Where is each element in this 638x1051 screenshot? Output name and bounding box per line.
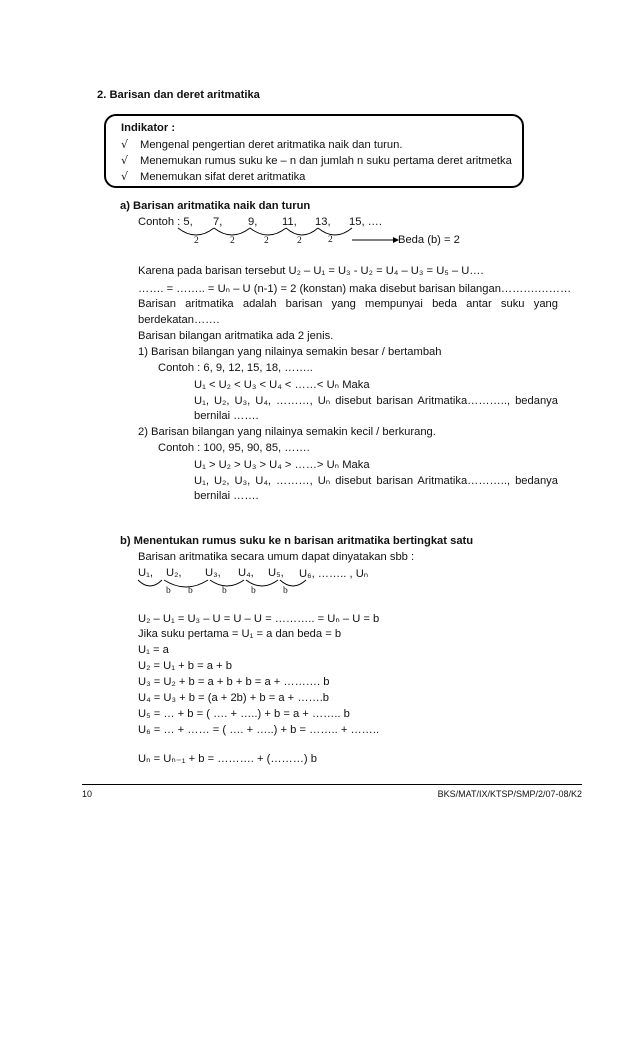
page-number: 10 xyxy=(82,789,93,799)
difference-label: b xyxy=(251,586,256,596)
check-icon: √ xyxy=(121,154,129,167)
formula-line: U₄ = U₃ + b = (a + 2b) + b = a + …….b xyxy=(138,692,330,704)
formula-line: U₃ = U₂ + b = a + b + b = a + ………. b xyxy=(138,676,330,688)
part-a-heading: a) Barisan aritmatika naik dan turun xyxy=(120,200,311,212)
arc xyxy=(214,228,250,235)
arc xyxy=(286,228,318,235)
indikator-item: Mengenal pengertian deret aritmatika naik dan turun. xyxy=(140,139,403,151)
check-icon: √ xyxy=(121,170,129,183)
arc xyxy=(138,580,162,586)
formula-line: U₅ = … + b = ( …. + …..) + b = a + …….. b xyxy=(138,708,350,720)
check-icon: √ xyxy=(121,138,129,151)
footer-rule xyxy=(82,784,582,785)
type2-conclusion: U₁, U₂, U₃, U₄, ………, Uₙ disebut barisan Aritmatika……….., bedanya xyxy=(194,475,558,487)
arc xyxy=(250,228,286,235)
general-term: U₂, xyxy=(166,567,182,579)
general-term: U₆, …….. , Uₙ xyxy=(299,568,369,580)
difference-label: b xyxy=(222,586,227,596)
type1-example: Contoh : 6, 9, 12, 15, 18, …….. xyxy=(158,362,313,374)
general-term: U₃, xyxy=(205,567,221,579)
formula-line: U₂ = U₁ + b = a + b xyxy=(138,660,232,672)
formula-line: U₆ = … + …… = ( …. + …..) + b = …….. + …….. xyxy=(138,724,380,736)
document-code: BKS/MAT/IX/KTSP/SMP/2/07-08/K2 xyxy=(437,789,582,799)
difference-label: 2 xyxy=(264,236,269,246)
formula-line: Jika suku pertama = U₁ = a dan beda = b xyxy=(138,628,342,640)
difference-label: 2 xyxy=(297,236,302,246)
type1-label: 1) Barisan bilangan yang nilainya semakin besar / bertambah xyxy=(138,346,442,358)
part-b-intro: Barisan aritmatika secara umum dapat dinyatakan sbb : xyxy=(138,551,415,563)
type2-label: 2) Barisan bilangan yang nilainya semakin kecil / berkurang. xyxy=(138,426,436,438)
type2-example: Contoh : 100, 95, 90, 85, ……. xyxy=(158,442,310,454)
beda-label: Beda (b) = 2 xyxy=(398,234,460,246)
paragraph-line: Barisan aritmatika adalah barisan yang mempunyai beda antar suku yang xyxy=(138,298,558,310)
difference-label: 2 xyxy=(194,236,199,246)
formula-line: U₁ = a xyxy=(138,644,169,656)
difference-label: b xyxy=(283,586,288,596)
general-term: U₄, xyxy=(238,567,254,579)
formula-line: Uₙ = Uₙ₋₁ + b = ………. + (………) b xyxy=(138,753,317,765)
example-term: 15, …. xyxy=(349,216,382,228)
general-term: U₁, xyxy=(138,567,153,579)
formula-line: U₂ – U₁ = U₃ – U = U – U = ……….. = Uₙ – U = b xyxy=(138,613,380,625)
paragraph-line: berdekatan……. xyxy=(138,314,220,326)
type1-conclusion: U₁, U₂, U₃, U₄, ………, Uₙ disebut barisan Aritmatika……….., bedanya xyxy=(194,395,558,407)
karena-line: Karena pada barisan tersebut U₂ – U₁ = U₃ - U₂ = U₄ – U₃ = U₅ – U…. xyxy=(138,265,484,277)
arc xyxy=(178,228,214,235)
example-prefix: Contoh : 5, xyxy=(138,216,193,228)
difference-label: 2 xyxy=(230,236,235,246)
example-term: 11, xyxy=(282,216,297,228)
difference-label: b xyxy=(166,586,171,596)
example-term: 13, xyxy=(315,216,331,228)
indikator-item: Menemukan rumus suku ke – n dan jumlah n suku pertama deret aritmetka xyxy=(140,155,512,167)
paragraph-line: ……. = …….. = Uₙ – U (n-1) = 2 (konstan) maka disebut barisan bilangan……….……… xyxy=(138,283,572,295)
indikator-heading: Indikator : xyxy=(121,122,176,134)
difference-label: b xyxy=(188,586,193,596)
example-term: 7, xyxy=(213,216,223,228)
type2-conclusion-end: bernilai ……. xyxy=(194,490,259,502)
type1-conclusion-end: bernilai ……. xyxy=(194,410,259,422)
type1-relation: U₁ < U₂ < U₃ < U₄ < ……< Uₙ Maka xyxy=(194,379,370,391)
part-b-heading: b) Menentukan rumus suku ke n barisan aritmatika bertingkat satu xyxy=(120,535,474,547)
type2-relation: U₁ > U₂ > U₃ > U₄ > ……> Uₙ Maka xyxy=(194,459,370,471)
general-term: U₅, xyxy=(268,567,284,579)
section-title: 2. Barisan dan deret aritmatika xyxy=(97,89,260,101)
difference-label: 2 xyxy=(328,235,333,245)
arc xyxy=(318,228,352,235)
arc xyxy=(210,580,244,586)
example-term: 9, xyxy=(248,216,258,228)
paragraph-line: Barisan bilangan aritmatika ada 2 jenis. xyxy=(138,330,334,342)
indikator-item: Menemukan sifat deret aritmatika xyxy=(140,171,306,183)
